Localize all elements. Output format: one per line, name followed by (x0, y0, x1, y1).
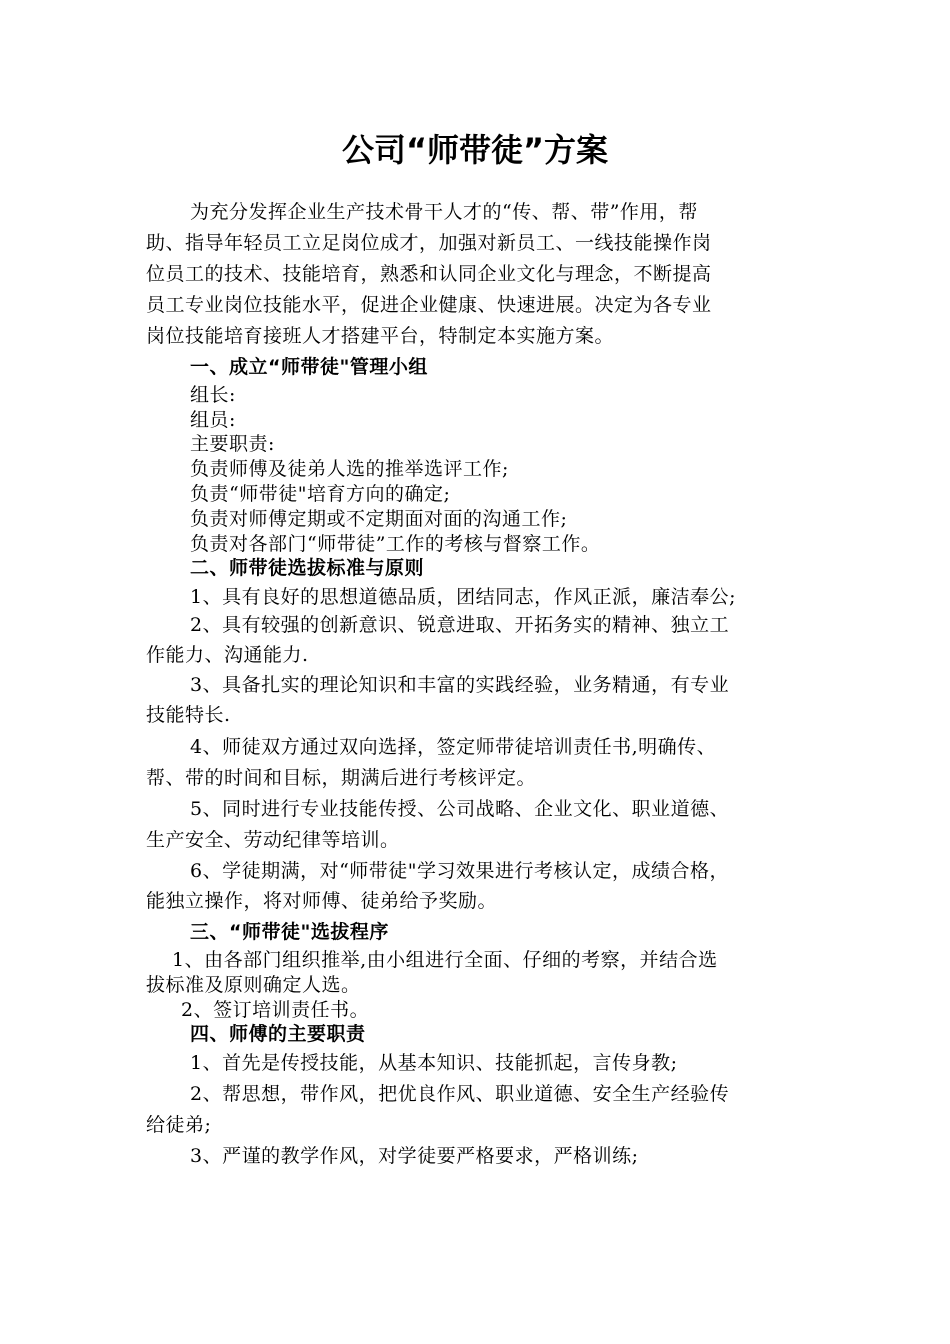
duty-item-2: 负责“师带徒"培育方向的确定; (190, 483, 451, 505)
section-heading-2: 二、师带徒选拔标准与原则 (190, 557, 425, 579)
duty-item-1: 负责师傅及徒弟人选的推举选评工作; (190, 458, 509, 480)
procedure-2: 2、签订培训责任书。 (181, 999, 370, 1021)
criteria-4-line-1: 4、师徒双方通过双向选择，签定师带徒培训责任书,明确传、 (190, 736, 717, 758)
group-leader-line: 组长: (190, 384, 236, 406)
criteria-6-line-2: 能独立操作，将对师傅、徒弟给予奖励。 (146, 890, 498, 912)
criteria-1: 1、具有良好的思想道德品质，团结同志，作风正派，廉洁奉公; (190, 586, 736, 608)
procedure-1-line-1: 1、由各部门组织推举,由小组进行全面、仔细的考察，并结合选 (172, 949, 718, 971)
criteria-4-line-2: 帮、带的时间和目标，期满后进行考核评定。 (146, 767, 537, 789)
criteria-6-line-1: 6、学徒期满，对“师带徒"学习效果进行考核认定，成绩合格， (190, 860, 730, 882)
section-heading-3: 三、“师带徒"选拔程序 (190, 921, 389, 943)
document-title: 公司“师带徒”方案 (341, 131, 609, 169)
master-duty-2-line-2: 给徒弟; (146, 1114, 212, 1136)
criteria-2-line-1: 2、具有较强的创新意识、锐意进取、开拓务实的精神、独立工 (190, 614, 730, 636)
intro-line-4: 员工专业岗位技能水平，促进企业健康、快速进展。决定为各专业 (146, 294, 712, 316)
criteria-5-line-1: 5、同时进行专业技能传授、公司战略、企业文化、职业道德、 (190, 798, 730, 820)
master-duty-1: 1、首先是传授技能，从基本知识、技能抓起，言传身教; (190, 1052, 678, 1074)
procedure-1-line-2: 拔标准及原则确定人选。 (146, 974, 361, 996)
duties-label: 主要职责: (190, 433, 275, 455)
section-heading-4: 四、师傅的主要职责 (190, 1023, 366, 1045)
group-members-line: 组员: (190, 409, 236, 431)
intro-line-5: 岗位技能培育接班人才搭建平台，特制定本实施方案。 (146, 325, 615, 347)
criteria-2-line-2: 作能力、沟通能力. (146, 644, 309, 666)
duty-item-4: 负责对各部门“师带徒”工作的考核与督察工作。 (190, 533, 601, 555)
criteria-5-line-2: 生产安全、劳动纪律等培训。 (146, 829, 400, 851)
duty-item-3: 负责对师傅定期或不定期面对面的沟通工作; (190, 508, 568, 530)
intro-line-2: 助、指导年轻员工立足岗位成才，加强对新员工、一线技能操作岗 (146, 232, 712, 254)
criteria-3-line-1: 3、具备扎实的理论知识和丰富的实践经验，业务精通，有专业 (190, 674, 730, 696)
intro-line-3: 位员工的技术、技能培育，熟悉和认同企业文化与理念，不断提高 (146, 263, 712, 285)
criteria-3-line-2: 技能特长. (146, 704, 231, 726)
master-duty-3: 3、严谨的教学作风，对学徒要严格要求，严格训练; (190, 1145, 639, 1167)
intro-line-1: 为充分发挥企业生产技术骨干人才的“传、帮、带”作用，帮 (190, 201, 698, 223)
master-duty-2-line-1: 2、帮思想，带作风，把优良作风、职业道德、安全生产经验传 (190, 1083, 730, 1105)
section-heading-1: 一、成立“师带徒"管理小组 (190, 356, 428, 378)
